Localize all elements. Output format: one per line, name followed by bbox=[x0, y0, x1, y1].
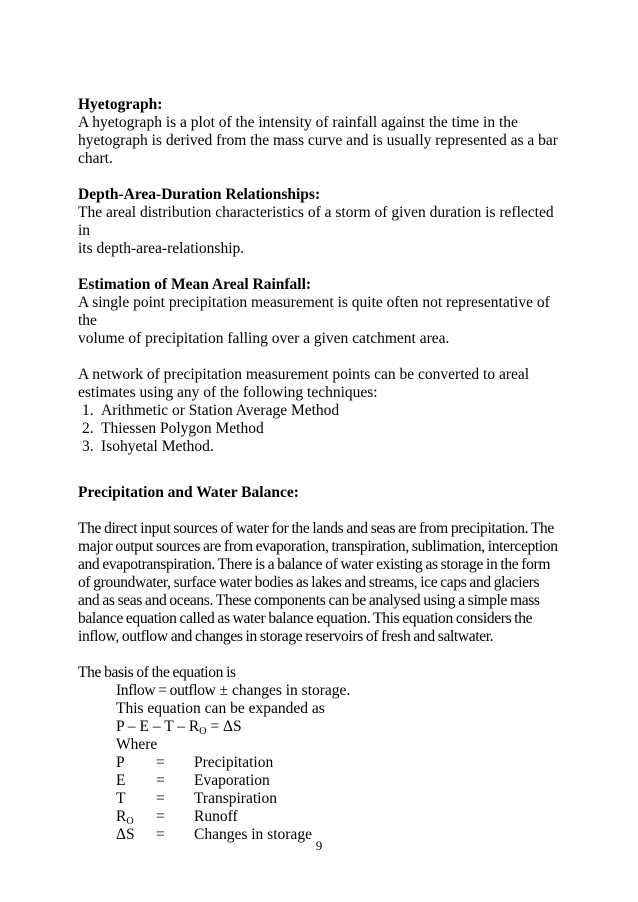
variable-meaning: Transpiration bbox=[194, 790, 277, 807]
spacer bbox=[78, 168, 568, 186]
network-line: A network of precipitation measurement points can be converted to areal bbox=[78, 366, 530, 383]
equation-subscript: O bbox=[199, 726, 207, 737]
dad-line: The areal distribution characteristics of a storm of given duration is reflected in bbox=[78, 204, 554, 239]
expand-line: This equation can be expanded as bbox=[116, 700, 325, 717]
water-balance-line: and evapotranspiration. There is a balance of water existing as storage in the form bbox=[78, 556, 551, 573]
water-balance-line: of groundwater, surface water bodies as lakes and streams, ice caps and glaciers bbox=[78, 574, 540, 591]
mean-areal-line: volume of precipitation falling over a given catchment area. bbox=[78, 330, 450, 347]
variable-equals: = bbox=[156, 826, 165, 843]
mean-areal-line: A single point precipitation measurement is quite often not representative of the bbox=[78, 294, 550, 329]
water-balance-line: and as seas and oceans. These components can be analysed using a simple mass bbox=[78, 592, 540, 609]
variable-meaning: Precipitation bbox=[194, 754, 274, 771]
symbol-text: R bbox=[116, 808, 127, 825]
plus-minus-symbol: ± bbox=[219, 682, 228, 699]
network-line: estimates using any of the following techniques: bbox=[78, 384, 378, 401]
document-page bbox=[78, 96, 568, 844]
variable-equals: = bbox=[156, 808, 165, 825]
variable-equals: = bbox=[156, 772, 165, 789]
list-number: 2. bbox=[82, 420, 94, 437]
water-balance-line: major output sources are from evaporation, transpiration, sublimation, interception bbox=[78, 538, 558, 555]
variable-row bbox=[116, 808, 568, 826]
list-label: Arithmetic or Station Average Method bbox=[101, 402, 340, 419]
list-item bbox=[78, 420, 568, 438]
list-number: 1. bbox=[82, 402, 94, 419]
water-balance-line: inflow, outflow and changes in storage reservoirs of fresh and saltwater. bbox=[78, 628, 494, 645]
hyetograph-line: chart. bbox=[78, 150, 113, 167]
equation-line bbox=[116, 718, 568, 736]
techniques-list bbox=[78, 402, 568, 456]
equation-left: P – E – T – R bbox=[116, 718, 200, 735]
water-balance-heading: Precipitation and Water Balance: bbox=[78, 484, 299, 501]
equation-right: = ΔS bbox=[206, 718, 242, 735]
equation-block bbox=[78, 682, 568, 844]
symbol-text: ΔS bbox=[116, 826, 135, 843]
hyetograph-line: hyetograph is derived from the mass curve and is usually represented as a bar bbox=[78, 132, 558, 149]
list-label: Isohyetal Method. bbox=[101, 438, 214, 455]
water-balance-section bbox=[78, 484, 568, 844]
variable-meaning: Changes in storage bbox=[194, 826, 312, 843]
hyetograph-section bbox=[78, 96, 568, 168]
variable-meaning: Evaporation bbox=[194, 772, 270, 789]
hyetograph-heading: Hyetograph: bbox=[78, 96, 163, 113]
page-number: 9 bbox=[315, 838, 323, 853]
symbol-subscript: O bbox=[126, 816, 134, 827]
dad-heading: Depth-Area-Duration Relationships: bbox=[78, 186, 321, 203]
list-label: Thiessen Polygon Method bbox=[101, 420, 264, 437]
variable-meaning: Runoff bbox=[194, 808, 238, 825]
variable-row bbox=[116, 790, 568, 808]
water-balance-line: balance equation called as water balance equation. This equation considers the bbox=[78, 610, 533, 627]
variable-symbol bbox=[116, 754, 156, 772]
inflow-right: changes in storage. bbox=[231, 682, 351, 699]
mean-areal-section bbox=[78, 276, 568, 456]
variables-list bbox=[116, 754, 568, 844]
list-item bbox=[78, 438, 568, 456]
basis-line: The basis of the equation is bbox=[78, 664, 236, 681]
where-label: Where bbox=[116, 736, 158, 753]
variable-row bbox=[116, 754, 568, 772]
inflow-line bbox=[116, 682, 568, 700]
list-item bbox=[78, 402, 568, 420]
symbol-text: P bbox=[116, 754, 125, 771]
variable-equals: = bbox=[156, 754, 165, 771]
inflow-left: Inflow = outflow bbox=[116, 682, 216, 699]
dad-section bbox=[78, 186, 568, 258]
dad-line: its depth-area-relationship. bbox=[78, 240, 245, 257]
spacer bbox=[78, 646, 568, 664]
variable-equals: = bbox=[156, 790, 165, 807]
variable-symbol bbox=[116, 808, 156, 826]
variable-symbol bbox=[116, 790, 156, 808]
mean-areal-heading: Estimation of Mean Areal Rainfall: bbox=[78, 276, 312, 293]
spacer bbox=[78, 258, 568, 276]
variable-row bbox=[116, 772, 568, 790]
symbol-text: T bbox=[116, 790, 126, 807]
spacer bbox=[78, 456, 568, 484]
spacer bbox=[78, 502, 568, 520]
hyetograph-line: A hyetograph is a plot of the intensity of rainfall against the time in the bbox=[78, 114, 518, 131]
list-number: 3. bbox=[82, 438, 94, 455]
spacer bbox=[78, 348, 568, 366]
symbol-text: E bbox=[116, 772, 126, 789]
variable-symbol bbox=[116, 772, 156, 790]
water-balance-line: The direct input sources of water for the lands and seas are from precipitation. The bbox=[78, 520, 554, 537]
